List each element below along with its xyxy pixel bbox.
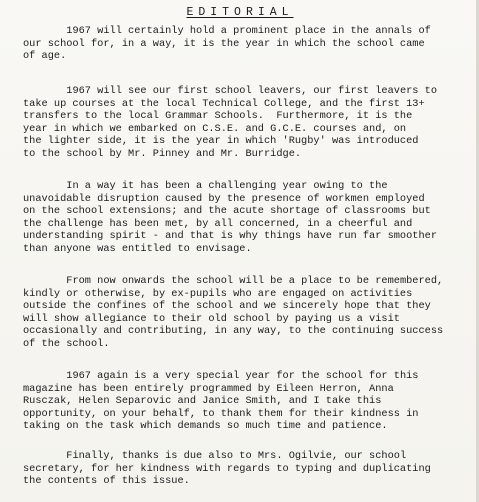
paragraph-2: 1967 will see our first school leavers, our first leavers to take up courses at the local Technical College, and the first 13+ transfers to the local Grammar Schools. Furthermore, it is the year in which we embarked on C.S.E. and G.C.E. courses and, on the lighter side, it is the year in which 'Rugby' was introduced to the school by Mr. Pinney and Mr. Burridge. xyxy=(23,85,438,160)
paragraph-3: In a way it has been a challenging year owing to the unavoidable disruption caused by the presence of workmen employed on the school extensions; and the acute shortage of classrooms but the challenge has been met, by all concerned, in a cheerful and understanding spirit - and that is why things have run far smoother than anyone was entitled to envisage. xyxy=(23,180,438,255)
paragraph-6: Finally, thanks is due also to Mrs. Ogilvie, our school secretary, for her kindness with regards to typing and duplicating the contents of this issue. xyxy=(23,450,431,488)
paragraph-1: 1967 will certainly hold a prominent place in the annals of our school for, in a way, it is the year in which the school came of age. xyxy=(23,25,431,63)
editorial-title: EDITORIAL xyxy=(186,6,294,19)
paragraph-5: 1967 again is a very special year for the school for this magazine has been entirely programmed by Eileen Herron, Anna Rusczak, Helen Separovic and Janice Smith, and I take this opportunity, on your behalf, to thank them for their kindness in taking on the task which demands so much time and patience. xyxy=(23,370,419,433)
paragraph-4: From now onwards the school will be a place to be remembered, kindly or otherwise, by ex-pupils who are engaged on activities outside the confines of the school and we sincerely hope that they will show allegiance to their old school by paying us a visit occasionally and contributing, in any way, to the continuing success of the school. xyxy=(23,275,444,350)
